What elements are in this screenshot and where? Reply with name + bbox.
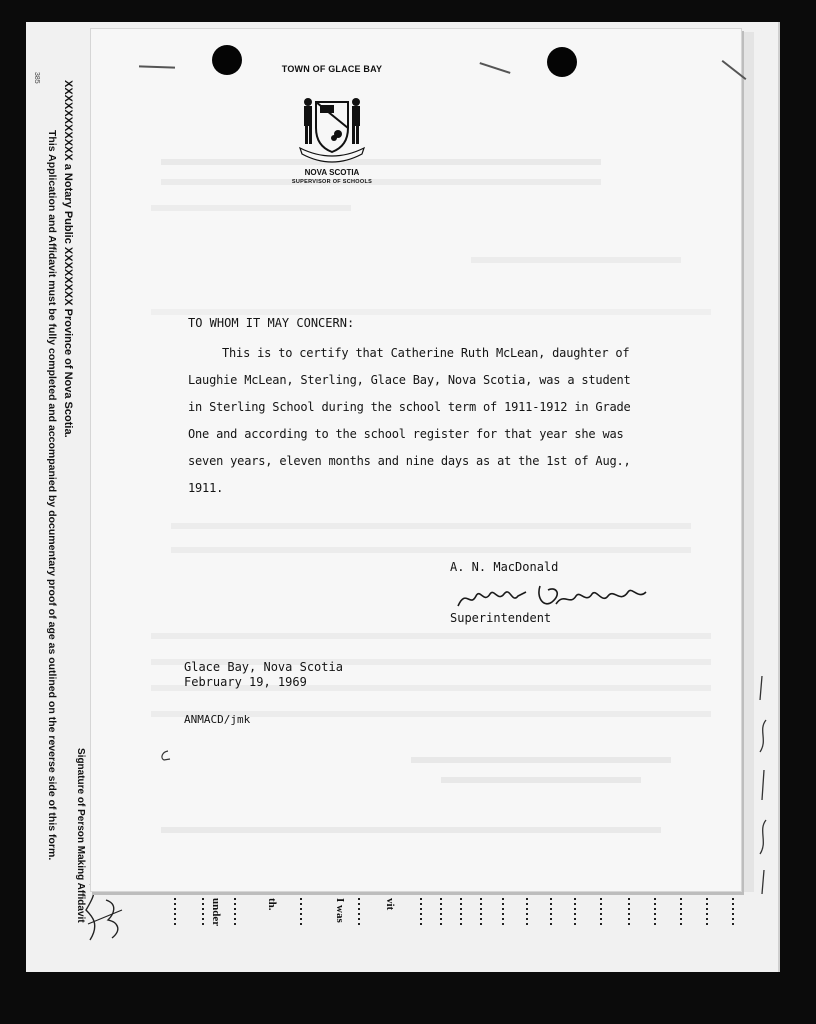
body-line: One and according to the school register for that year she was <box>188 427 624 441</box>
seal-office-text: SUPERVISOR OF SCHOOLS <box>291 179 373 185</box>
bleed-through-line <box>441 777 641 783</box>
bleed-through-line <box>161 827 661 833</box>
form-bottom-fields <box>150 892 770 934</box>
punch-hole-left <box>212 45 242 75</box>
form-side-notary-line: XXXXXXXXXXX a Notary Public XXXXXXXX Province of Nova Scotia. <box>62 80 74 438</box>
salutation: TO WHOM IT MAY CONCERN: <box>188 316 355 330</box>
body-line: 1911. <box>188 481 224 495</box>
seal-emblem <box>290 78 374 168</box>
body-line: This is to certify that Catherine Ruth McLean, daughter of <box>222 346 630 360</box>
letter-right-edge <box>740 32 754 892</box>
bleed-through-line <box>171 547 691 553</box>
letter-place: Glace Bay, Nova Scotia <box>184 660 343 674</box>
form-word-th: th. <box>266 898 278 911</box>
bleed-through-line <box>151 205 351 211</box>
pencil-mark <box>156 748 176 764</box>
bleed-through-line <box>151 633 711 639</box>
body-line: Laughie McLean, Sterling, Glace Bay, Nova Scotia, was a student <box>188 373 631 387</box>
form-word-i-was: I was <box>334 898 346 923</box>
form-word-vit: vit <box>384 898 396 911</box>
body-line: seven years, eleven months and nine days as at the 1st of Aug., <box>188 454 631 468</box>
signatory-title: Superintendent <box>450 611 552 625</box>
reference-initials: ANMACD/jmk <box>184 713 251 726</box>
form-side-instructions: This Application and Affidavit must be fully completed and accompanied by documentary proof of age as outlined on the reverse side of this form. <box>46 130 58 861</box>
bleed-through-line <box>411 757 671 763</box>
staple-mark <box>139 65 175 68</box>
bleed-through-line <box>171 523 691 529</box>
punch-hole-right <box>547 47 577 77</box>
signatory-name: A. N. MacDonald <box>450 560 559 574</box>
bleed-through-line <box>471 257 681 263</box>
seal-place-text: NOVA SCOTIA <box>304 168 360 177</box>
form-word-under: under <box>210 898 222 927</box>
form-right-margin-handwriting <box>752 670 776 900</box>
letter-date: February 19, 1969 <box>184 675 307 689</box>
form-signature-label: Signature of Person Making Affidavit <box>75 748 86 923</box>
town-seal <box>280 64 384 194</box>
seal-arc-text: TOWN OF GLACE BAY <box>281 64 383 74</box>
form-page-number: 385 <box>33 72 40 84</box>
staple-mark <box>479 62 510 74</box>
body-line: in Sterling School during the school term of 1911-1912 in Grade <box>188 400 631 414</box>
bleed-through-line <box>151 309 711 315</box>
